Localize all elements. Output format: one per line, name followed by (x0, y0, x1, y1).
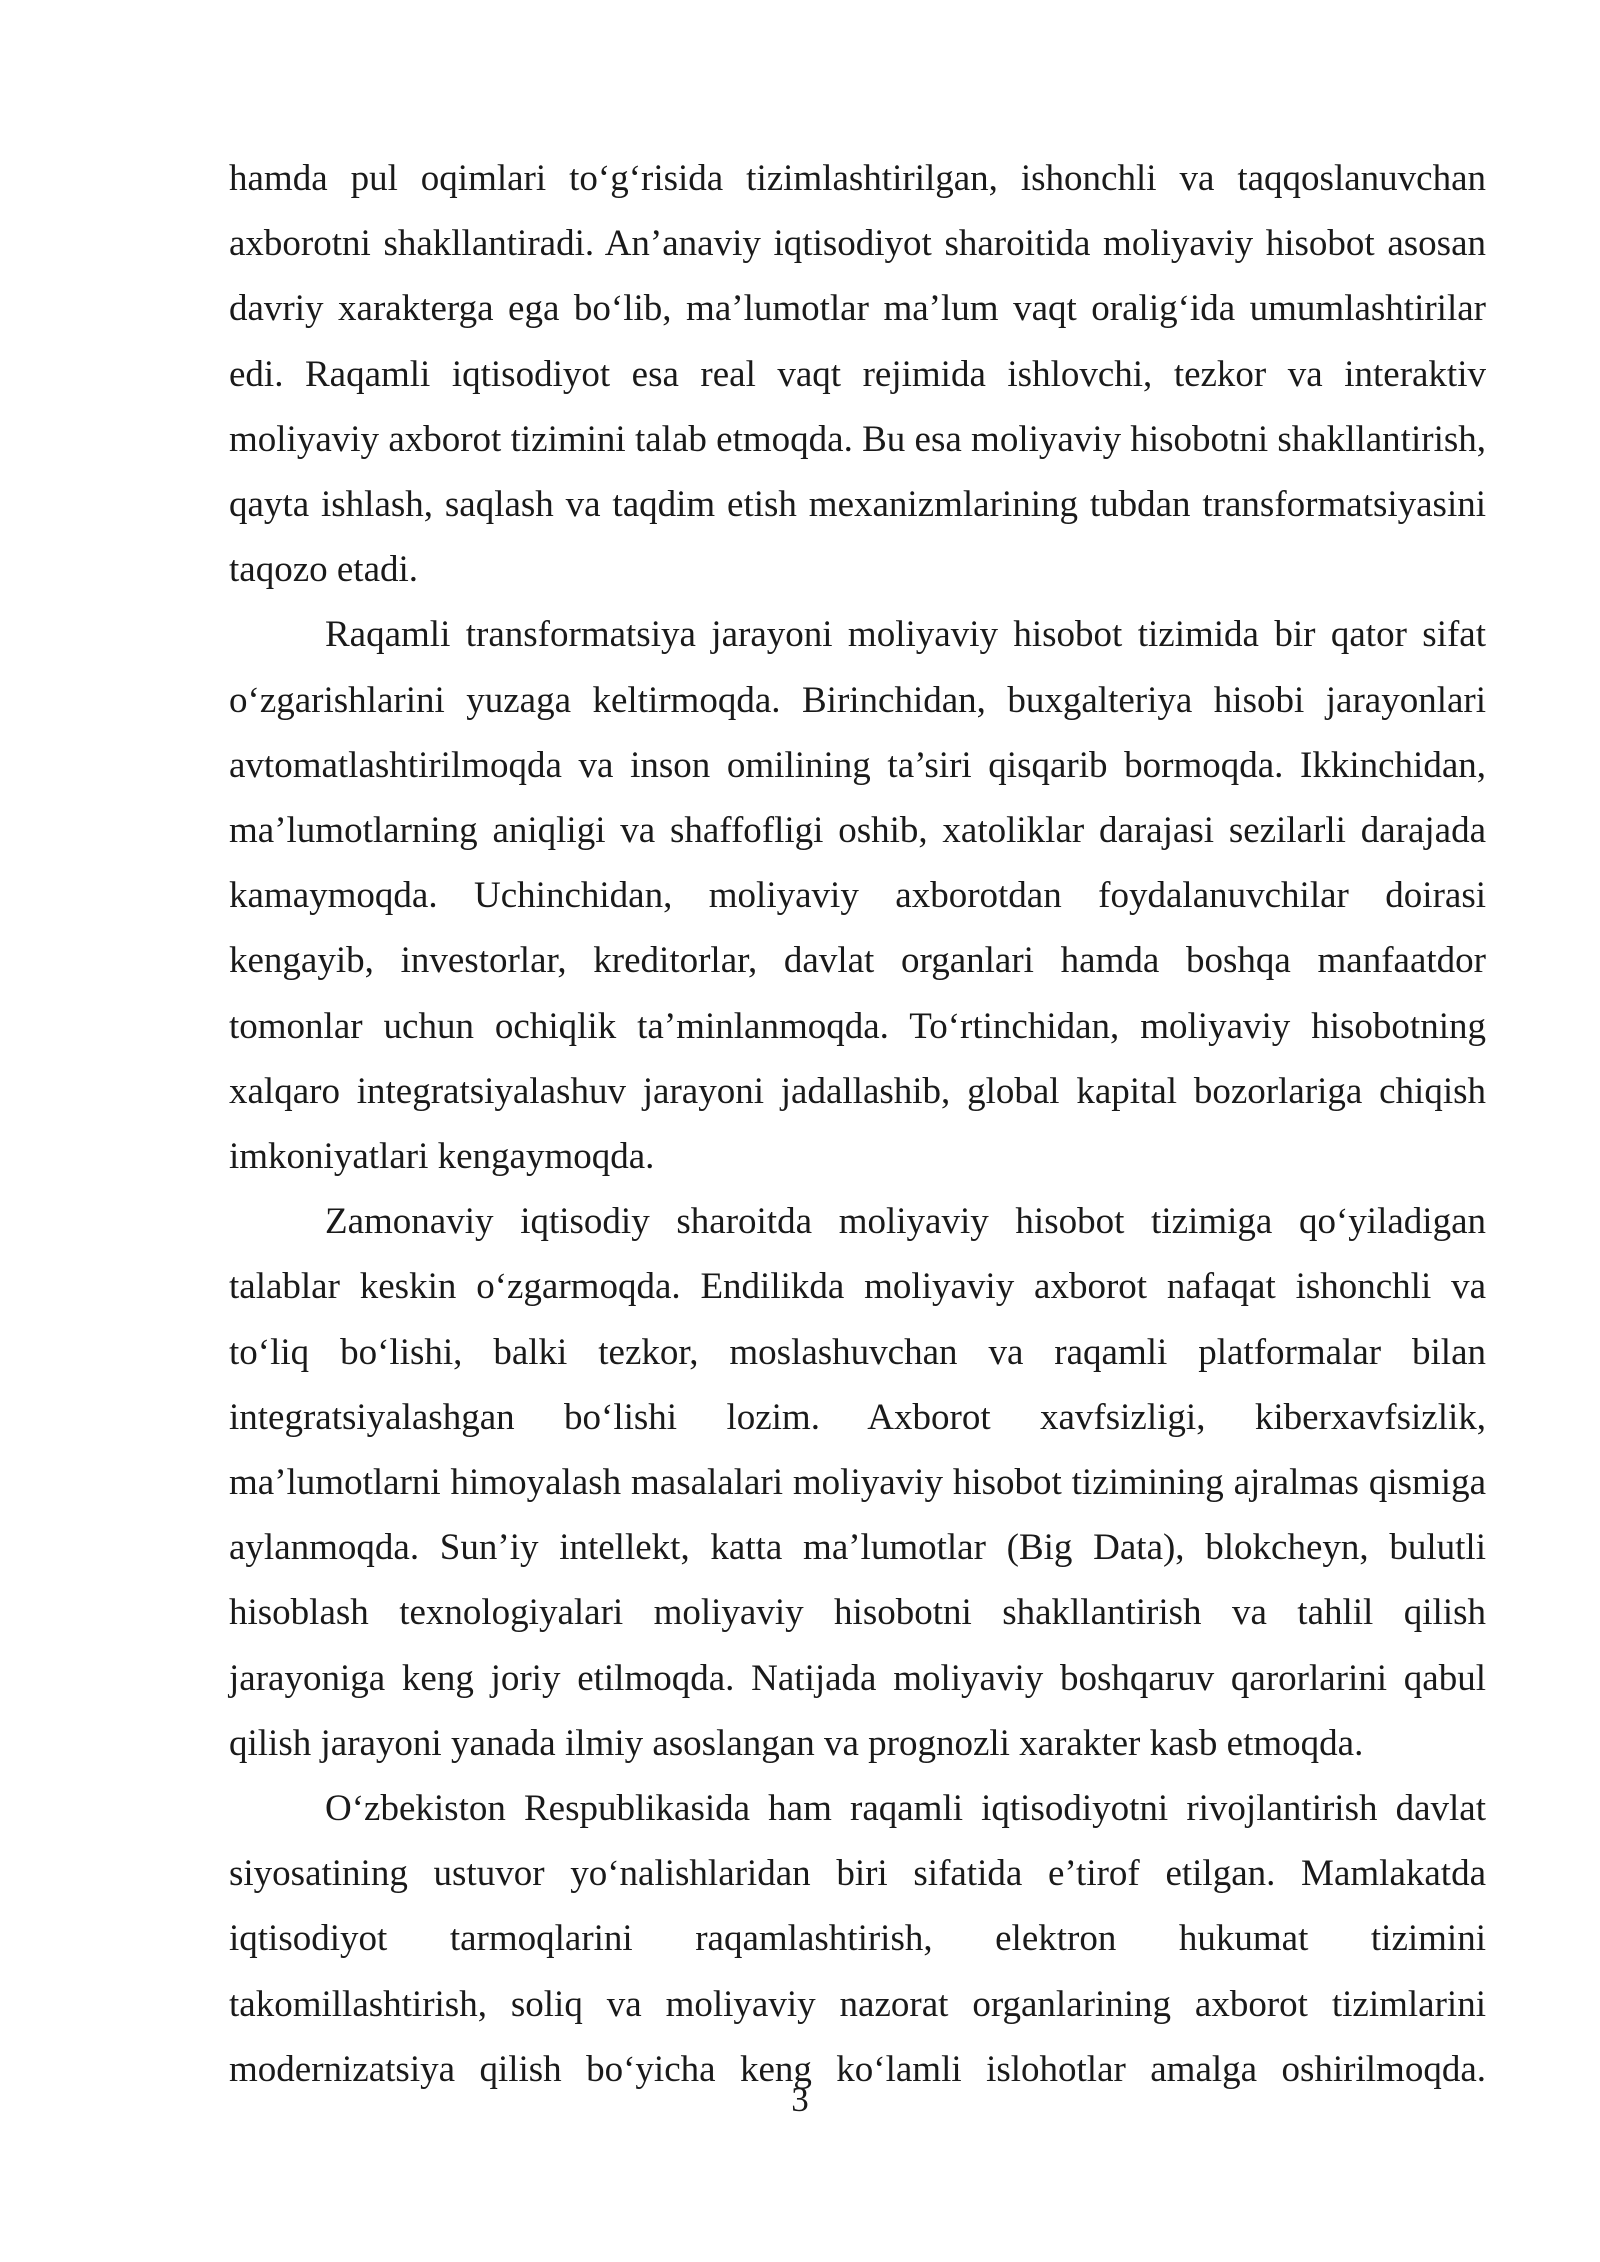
page-number: 3 (791, 2080, 809, 2119)
paragraph-3: Zamonaviy iqtisodiy sharoitda moliyaviy hisobot tizimiga qo‘yiladigan talablar keskin o‘zgarmoqda. Endilikda moliyaviy axborot nafaqat ishonchli va to‘liq bo‘lishi, balki tezkor, moslashuvchan va raqamli platformalar bilan integratsiyalashgan bo‘lishi lozim. Axborot xavfsizligi, kiberxavfsizlik, ma’lumotlarni himoyalash masalalari moliyaviy hisobot tizimining ajralmas qismiga aylanmoqda. Sun’iy intellekt, katta ma’lumotlar (Big Data), blokcheyn, bulutli hisoblash texnologiyalari moliyaviy hisobotni shakllantirish va tahlil qilish jarayoniga keng joriy etilmoqda. Natijada moliyaviy boshqaruv qarorlarini qabul qilish jarayoni yanada ilmiy asoslangan va prognozli xarakter kasb etmoqda. (229, 1201, 1486, 1764)
page-body (229, 146, 1486, 2102)
paragraph-1: hamda pul oqimlari to‘g‘risida tizimlashtirilgan, ishonchli va taqqoslanuvchan axborotni shakllantiradi. An’anaviy iqtisodiyot sharoitida moliyaviy hisobot asosan davriy xarakterga ega bo‘lib, ma’lumotlar ma’lum vaqt oralig‘ida umumlashtirilar edi. Raqamli iqtisodiyot esa real vaqt rejimida ishlovchi, tezkor va interaktiv moliyaviy axborot tizimini talab etmoqda. Bu esa moliyaviy hisobotni shakllantirish, qayta ishlash, saqlash va taqdim etish mexanizmlarining tubdan transformatsiyasini taqozo etadi. (229, 158, 1486, 591)
paragraph-2: Raqamli transformatsiya jarayoni moliyaviy hisobot tizimida bir qator sifat o‘zgarishlarini yuzaga keltirmoqda. Birinchidan, buxgalteriya hisobi jarayonlari avtomatlashtirilmoqda va inson omilining ta’siri qisqarib bormoqda. Ikkinchidan, ma’lumotlarning aniqligi va shaffofligi oshib, xatoliklar darajasi sezilarli darajada kamaymoqda. Uchinchidan, moliyaviy axborotdan foydalanuvchilar doirasi kengayib, investorlar, kreditorlar, davlat organlari hamda boshqa manfaatdor tomonlar uchun ochiqlik ta’minlanmoqda. To‘rtinchidan, moliyaviy hisobotning xalqaro integratsiyalashuv jarayoni jadallashib, global kapital bozorlariga chiqish imkoniyatlari kengaymoqda. (229, 614, 1486, 1178)
paragraph-4: O‘zbekiston Respublikasida ham raqamli iqtisodiyotni rivojlantirish davlat siyosatining ustuvor yo‘nalishlaridan biri sifatida e’tirof etilgan. Mamlakatda iqtisodiyot tarmoqlarini raqamlashtirish, elektron hukumat tizimini takomillashtirish, soliq va moliyaviy nazorat organlarining axborot tizimlarini modernizatsiya qilish bo‘yicha keng ko‘lamli islohotlar amalga oshirilmoqda. (229, 1788, 1486, 2090)
